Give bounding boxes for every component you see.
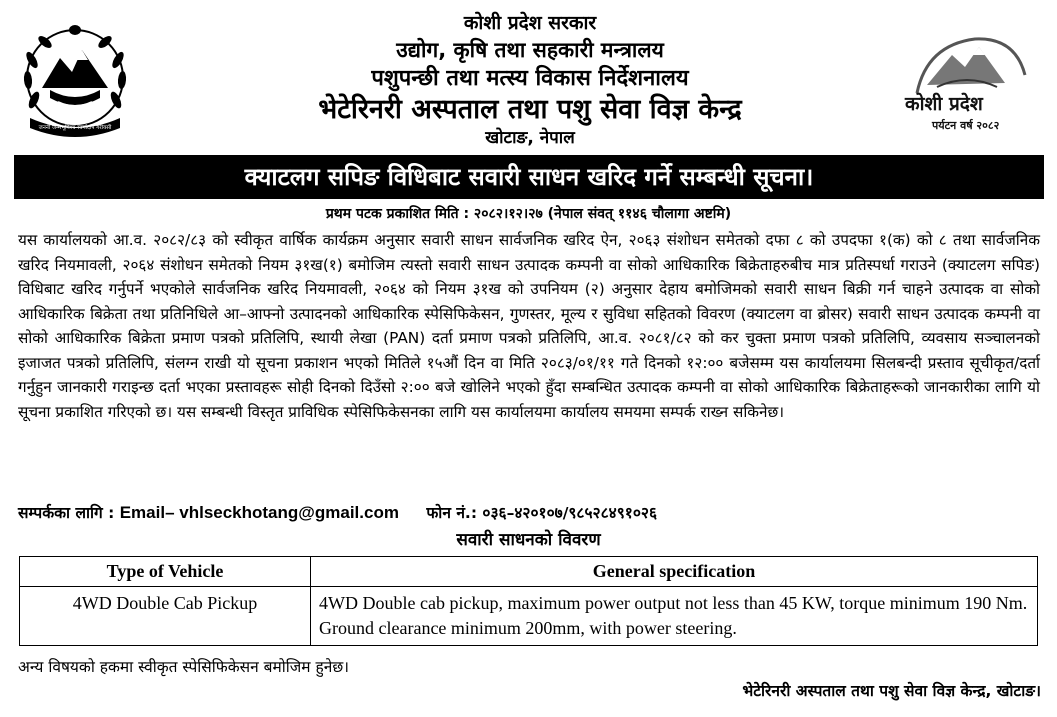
phone-label: फोन नं.: — [426, 504, 478, 522]
ministry-name: उद्योग, कृषि तथा सहकारी मन्त्रालय — [396, 38, 664, 62]
phone-number: ०३६–४२०१०७/९८५२८४९१०२६ — [482, 504, 658, 522]
contact-label: सम्पर्कका लागि : — [18, 504, 115, 522]
office-signature: भेटेरिनरी अस्पताल तथा पशु सेवा विज्ञ केन्द्र, खोटाङ। — [742, 682, 1041, 700]
emblem-motto: जननी जन्मभूमिश्च स्वर्गादपि गरीयसी — [38, 125, 112, 131]
logo-main-text: कोशी प्रदेश — [905, 93, 983, 115]
government-name: कोशी प्रदेश सरकार — [463, 12, 597, 34]
table-row — [20, 587, 1038, 646]
directorate-name: पशुपन्छी तथा मत्स्य विकास निर्देशनालय — [371, 66, 689, 91]
contact-line — [18, 501, 1040, 525]
nepal-emblem-icon — [20, 20, 130, 140]
letterhead — [0, 0, 1057, 152]
vehicle-type-cell: 4WD Double Cab Pickup — [20, 587, 311, 646]
office-name: भेटेरिनरी अस्पताल तथा पशु सेवा विज्ञ केन्द्र — [318, 94, 742, 125]
koshi-pradesh-logo-icon — [897, 25, 1037, 140]
logo-sub-text: पर्यटन वर्ष २०८२ — [932, 119, 1000, 132]
contact-email: Email– vhlseckhotang@gmail.com — [119, 503, 399, 522]
notice-body: यस कार्यालयको आ.व. २०८२/८३ को स्वीकृत वार्षिक कार्यक्रम अनुसार सवारी साधन सार्वजनिक खरिद ऐन, २०६३ संशोधन समेतको दफा ८ को उपदफा १(क) को ८ तथा सार्वजनिक खरिद नियमावली, २०६४ संशोधन समेतको नियम ३१ख(१) बमोजिम त्यस्तो सवारी साधन उत्पादक कम्पनी वा सोको आधिकारिक बिक्रेताहरुबीच मात्र प्रतिस्पर्धा गराउने (क्याटलग सपिङ) विधिबाट खरिद गर्नुपर्ने भएकोले सार्वजनिक खरिद नियमावली, २०६४ को नियम ३१ख को उपनियम (२) अनुसार देहाय बमोजिमको सवारी साधन बिक्री गर्न चाहने उत्पादक वा सोको आधिकारिक बिक्रेता तथा प्रतिनिधिले आ–आफ्नो उत्पादनको आधिकारिक स्पेसिफिकेसन, गुणस्तर, मूल्य र सुविधा सहितको विवरण (क्याटलग वा ब्रोसर) सवारी साधन उत्पादक कम्पनी वा सोको आधिकारिक बिक्रेता प्रमाण पत्रको प्रतिलिपि, स्थायी लेखा (PAN) दर्ता प्रमाण पत्रको प्रतिलिपि, आ.व. २०८१/८२ को कर चुक्ता प्रमाण पत्रको प्रतिलिपि, व्यवसाय सञ्चालनको इजाजत पत्रको प्रतिलिपि, संलग्न राखी यो सूचना प्रकाशन भएको मितिले १५औं दिन वा मिति २०८३/०१/११ गते दिनको १२:०० बजेसम्म यस कार्यालयमा सिलबन्दी प्रस्ताव सूचीकृत/दर्ता गर्नुहुन जानकारी गराइन्छ दर्ता भएका प्रस्तावहरू सोही दिनको दिउँसो २:०० बजे खोलिने भएको हुँदा सम्बन्धित उत्पादक कम्पनी वा सोको आधिकारिक बिक्रेताहरूको जानकारीका लागि यो सूचना प्रकाशित गरिएको छ। यस सम्बन्धी विस्तृत प्राविधिक स्पेसिफिकेसनका लागि यस कार्यालयमा कार्यालय समयमा सम्पर्क राख्न सकिनेछ। — [18, 231, 1040, 421]
table-header-row — [20, 557, 1038, 587]
footer-note: अन्य विषयको हकमा स्वीकृत स्पेसिफिकेसन बमोजिम हुनेछ। — [18, 658, 350, 676]
notice-title-banner: क्याटलग सपिङ विधिबाट सवारी साधन खरिद गर्ने सम्बन्धी सूचना। — [14, 155, 1044, 199]
vehicle-spec-table — [19, 556, 1038, 646]
header-type-of-vehicle: Type of Vehicle — [20, 557, 311, 587]
letterhead-text — [160, 10, 900, 149]
header-general-specification: General specification — [311, 557, 1038, 587]
specification-cell: 4WD Double cab pickup, maximum power output not less than 45 KW, torque minimum 190 Nm. Ground clearance minimum 200mm, with power steering. — [311, 587, 1038, 646]
publication-date: प्रथम पटक प्रकाशित मिति : २०८२।१२।२७ (नेपाल संवत् ११४६ चौलागा अष्टमि) — [325, 206, 732, 222]
table-title: सवारी साधनको विवरण — [456, 530, 601, 550]
office-location: खोटाङ, नेपाल — [485, 128, 575, 148]
